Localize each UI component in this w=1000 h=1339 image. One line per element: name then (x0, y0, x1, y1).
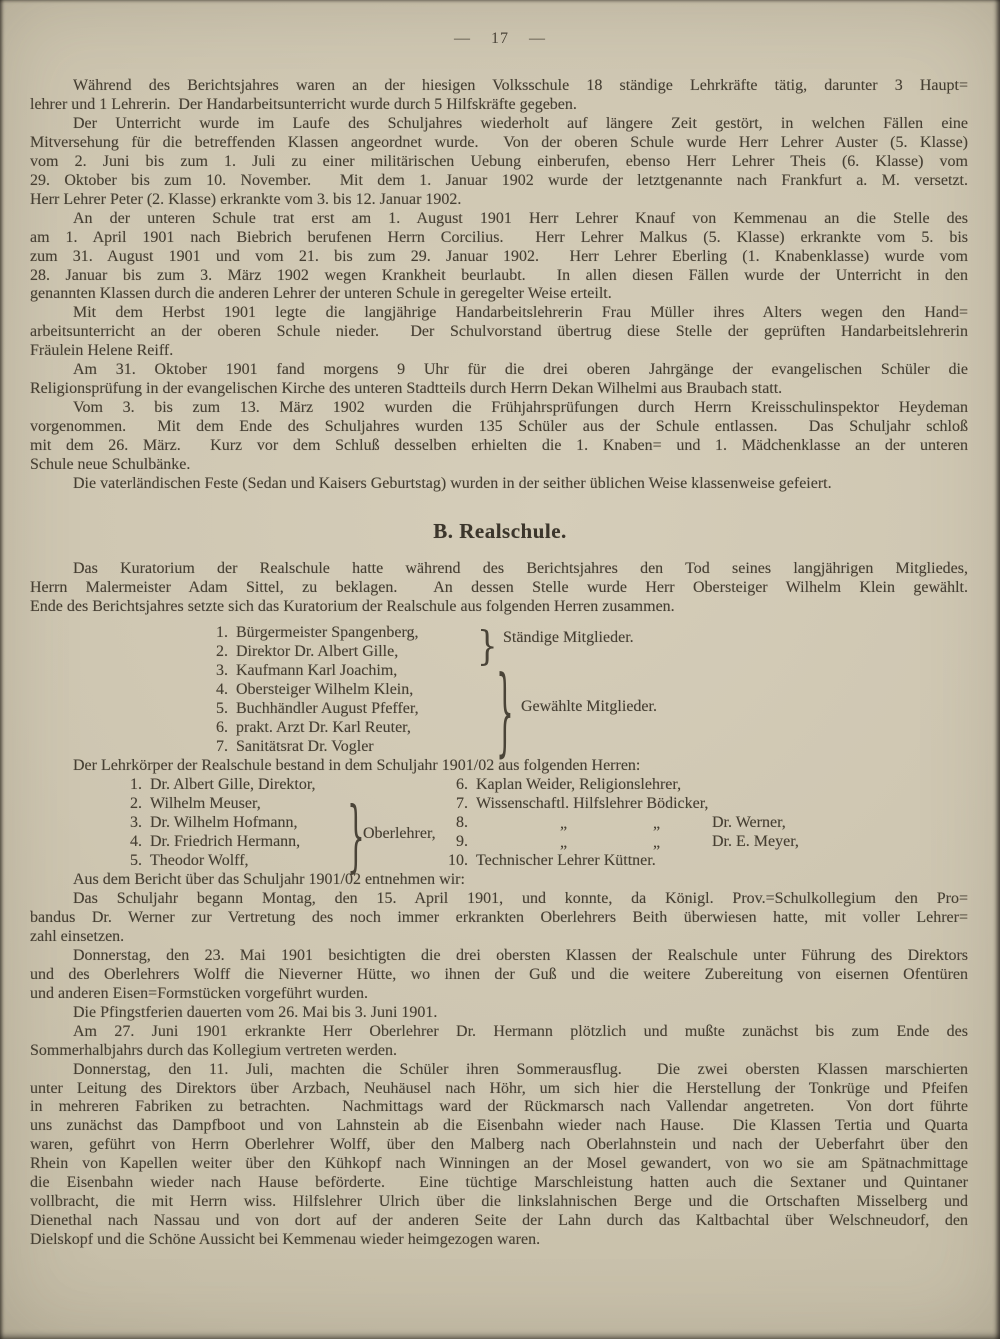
text-line: Rhein von Kapellen weiter über den Kühkopf nach Winningen an der Mosel gewandert, von wo sie am Spätnachmittage (30, 1155, 968, 1173)
gewaehlte-mitglieder-label: Gewählte Mitglieder. (521, 698, 657, 715)
brace-icon: } (477, 622, 498, 670)
paragraph (30, 1004, 968, 1023)
list-item-number: 8. (456, 813, 468, 831)
text-line: Der Lehrkörper der Realschule bestand in dem Schuljahr 1901/02 aus folgenden Herren: (73, 757, 641, 774)
list-item (204, 700, 504, 719)
list-item (438, 852, 858, 871)
text-line: 28. Januar bis zum 3. März 1902 wegen Krankheit beurlaubt. In allen diesen Fällen wurde der Unterricht in den (30, 266, 968, 284)
lehrkoerper-right-column (438, 776, 858, 871)
text-line: arbeitsunterricht an der oberen Schule nieder. Der Schulvorstand übertrug diese Stelle der geprüften Handarbeitslehrerin (30, 323, 968, 341)
list-item (118, 776, 378, 795)
text-line: Am 27. Juni 1901 erkrankte Herr Oberlehrer Dr. Hermann plötzlich und mußte zunächst bis zum Ende des (73, 1022, 968, 1040)
text-line: Die Pfingstferien dauerten vom 26. Mai bis 3. Juni 1901. (73, 1003, 438, 1021)
lehrkoerper-left-column (118, 776, 378, 871)
list-item-text: Obersteiger Wilhelm Klein, (236, 680, 414, 698)
header-dash-right: — (529, 30, 546, 47)
text-line: Aus dem Bericht über das Schuljahr 1901/02 entnehmen wir: (73, 871, 465, 888)
list-item-number: 10. (448, 851, 468, 869)
list-item-number: 3. (216, 661, 228, 679)
text-line: Das Schuljahr begann Montag, den 15. April 1901, und konnte, da Königl. Prov.=Schulkollegium den Pro= (73, 890, 968, 907)
list-item-number: 1. (216, 624, 228, 641)
list-item (118, 852, 378, 871)
text-line: bandus Dr. Werner zur Vertretung des noch immer erkrankten Oberlehrers Beith überwiesen hatte, mit voller Lehrer= (30, 908, 968, 926)
list-item-text: prakt. Arzt Dr. Karl Reuter, (236, 718, 411, 736)
text-line: am 1. April 1901 nach Biebrich berufenen Herrn Corcilius. Herr Lehrer Malkus (5. Klasse) erkrankte vom 5. bis (30, 228, 968, 246)
text-line: die Eisenbahn wieder nach Hause beförderte. Eine tüchtige Marschleistung hatten auch die Sextaner und Quintaner (30, 1174, 968, 1192)
text-line: Religionsprüfung in der evangelischen Kirche des unteren Stadtteils durch Herrn Dekan Wilhelmi aus Braubach statt. (30, 380, 783, 398)
text-line: mit dem 26. März. Kurz vor dem Schluß desselben erhielten die 1. Knaben= und 1. Mädchenklasse an der unteren (30, 437, 968, 455)
paragraph (30, 77, 968, 115)
paragraph (30, 1023, 968, 1061)
ditto-mark: „ (560, 833, 568, 851)
paragraph (30, 475, 968, 494)
paragraph (30, 560, 968, 617)
brace-icon: } (347, 792, 365, 882)
text-line: 29. Oktober bis zum 10. November. Mit dem 1. Januar 1902 wurde der letztgenannte nach Frankfurt a. M. versetzt. (30, 171, 968, 189)
list-item-number: 6. (456, 776, 468, 793)
oberlehrer-label: Oberlehrer, (363, 825, 436, 842)
bericht-lead-line (30, 871, 968, 890)
text-line: Mitversehung für die betreffenden Klassen angeordnet wurde. Von der oberen Schule wurde Herr Lehrer Auster (5. Klasse) (30, 133, 968, 151)
text-line: genannten Klassen durch die anderen Lehrer der unteren Schule in geregelter Weise erteilt. (30, 285, 612, 303)
text-line: vollbracht, die mit Herrn wiss. Hilfslehrer Ulrich über die linkslahnischen Berge und die Ortschaften Misselberg und (30, 1193, 968, 1211)
paragraph (30, 399, 968, 475)
text-line: vom 2. Juni bis zum 1. Juli zu einer militärischen Uebung einberufen, ebenso Herr Lehrer Theis (6. Klasse) vom (30, 152, 968, 170)
paragraph (30, 890, 968, 947)
list-item-text: Technischer Lehrer Küttner. (476, 851, 656, 869)
list-item-number: 3. (130, 813, 142, 831)
list-item (204, 681, 504, 700)
list-item (204, 719, 504, 738)
list-item-number: 5. (216, 699, 228, 717)
kuratorium-list (204, 624, 504, 757)
list-item-text: Theodor Wolff, (150, 851, 249, 869)
ditto-mark: „ (653, 814, 661, 832)
list-item-number: 1. (130, 776, 142, 793)
text-line: Mit dem Herbst 1901 legte die langjährige Handarbeitslehrerin Frau Müller ihres Alters wegen den Hand= (73, 304, 968, 322)
list-item-text: Kaufmann Karl Joachim, (236, 661, 398, 679)
list-item (438, 814, 858, 833)
text-line: An der unteren Schule trat erst am 1. August 1901 Herr Lehrer Knauf von Kemmenau an die Stelle des (73, 209, 968, 227)
realschule-section-heading: B. Realschule. (433, 519, 567, 543)
list-item-number: 7. (216, 737, 228, 755)
text-line: Das Kuratorium der Realschule hatte während des Berichtsjahres den Tod seines langjährigen Mitgliedes, (73, 560, 968, 577)
ditto-mark: „ (560, 814, 568, 832)
list-item (118, 833, 378, 852)
text-line: lehrer und 1 Lehrerin. Der Handarbeitsunterricht wurde durch 5 Hilfskräfte gegeben. (30, 95, 577, 113)
list-item-text: Wissenschaftl. Hilfslehrer Bödicker, (476, 794, 709, 812)
text-line: Herrn Malermeister Adam Sittel, zu beklagen. An dessen Stelle wurde Herr Obersteiger Wilhelm Klein gewählt. (30, 578, 968, 596)
paragraph (30, 871, 968, 890)
paragraph (30, 115, 968, 210)
text-line: Dielskopf und die Schöne Aussicht bei Kemmenau wieder heimgezogen waren. (30, 1231, 541, 1249)
text-line: unter Leitung des Direktors über Arzbach, Neuhäusel nach Höhr, um sich hier die Herstellung der Tonkrüge und Pfeifen (30, 1079, 968, 1097)
text-line: Fräulein Helene Reiff. (30, 342, 174, 360)
list-item-number: 4. (216, 680, 228, 698)
realschule-report-text (30, 890, 968, 1250)
list-item-number: 9. (456, 832, 468, 850)
list-item-text: Wilhelm Meuser, (150, 794, 261, 812)
lehrkoerper-intro-line (30, 757, 968, 776)
paragraph (30, 757, 968, 776)
text-line: Donnerstag, den 23. Mai 1901 besichtigten die drei obersten Klassen der Realschule unter Führung des Direktors (73, 946, 968, 964)
text-line: Dienethal nach Nassau und von dort auf der anderen Seite der Lahn durch das Kaltbachtal über Welschneudorf, den (30, 1212, 968, 1230)
text-line: zahl einsetzen. (30, 927, 125, 945)
header-dash-left: — (454, 30, 471, 47)
text-line: waren, geführt von Herrn Oberlehrer Wolff, über den Malberg nach Oberlahnstein und nach der Ueberfahrt über den (30, 1136, 968, 1154)
list-item-text: Dr. Friedrich Hermann, (150, 832, 301, 850)
list-item-number: 4. (130, 832, 142, 850)
list-item (438, 776, 858, 795)
list-item-number: 5. (130, 851, 142, 869)
text-line: und anderen Eisen=Formstücken vorgeführt wurden. (30, 984, 368, 1002)
paragraph (30, 1061, 968, 1251)
list-item-text: Kaplan Weider, Religionslehrer, (476, 776, 682, 793)
realschule-intro-text (30, 560, 968, 617)
text-line: und des Oberlehrers Wolff die Nieverner Hütte, wo ihnen der Guß und die weitere Zubereitung von eisernen Ofentüren (30, 965, 968, 983)
volksschule-report-text (30, 77, 968, 494)
list-item-text: Dr. Wilhelm Hofmann, (150, 813, 298, 831)
list-item-number: 2. (216, 642, 228, 660)
text-line: uns zunächst das Dampfboot und von Lahnstein ab die Eisenbahn wieder nach Hause. Die Klassen Tertia und Quarta (30, 1117, 968, 1135)
text-line: zum 31. August 1901 und vom 21. bis zum 29. Januar 1902. Herr Lehrer Eberling (1. Knabenklasse) wurde vom (30, 247, 968, 265)
text-line: Der Unterricht wurde im Laufe des Schuljahres wiederholt auf längere Zeit gestört, in welchen Fällen eine (73, 114, 968, 132)
list-item-text: Dr. Werner, (712, 813, 786, 831)
paragraph (30, 210, 968, 305)
brace-icon: } (496, 657, 514, 769)
list-item-text: Sanitätsrat Dr. Vogler (236, 737, 374, 755)
list-item-number: 7. (456, 794, 468, 812)
text-line: Ende des Berichtsjahres setzte sich das Kuratorium der Realschule aus folgenden Herren zusammen. (30, 597, 675, 615)
list-item-text: Buchhändler August Pfeffer, (236, 699, 419, 717)
list-item (438, 833, 858, 852)
list-item-text: Dr. E. Meyer, (712, 832, 799, 850)
paragraph (30, 361, 968, 399)
paragraph (30, 947, 968, 1004)
text-line: Während des Berichtsjahres waren an der hiesigen Volksschule 18 ständige Lehrkräfte tätig, darunter 3 Haupt= (73, 77, 968, 94)
list-item (204, 624, 504, 643)
text-line: Am 31. Oktober 1901 fand morgens 9 Uhr für die drei oberen Jahrgänge der evangelischen Schüler die (73, 361, 968, 379)
text-line: Donnerstag, den 11. Juli, machten die Schüler ihren Sommerausflug. Die zwei obersten Klassen marschierten (73, 1060, 968, 1078)
text-line: vorgenommen. Mit dem Ende des Schuljahres wurden 135 Schüler aus der Schule entlassen. Das Schuljahr schloß (30, 418, 968, 436)
staendige-mitglieder-label: Ständige Mitglieder. (503, 629, 634, 646)
list-item (118, 814, 378, 833)
text-line: in mehreren Fabriken zu betrachten. Nachmittags ward der Rückmarsch nach Vallendar angetreten. Von dort führte (30, 1098, 968, 1116)
list-item (204, 643, 504, 662)
paragraph (30, 304, 968, 361)
page-number: 17 (491, 30, 509, 47)
text-line: Herr Lehrer Peter (2. Klasse) erkrankte vom 3. bis 12. Januar 1902. (30, 190, 462, 208)
text-line: Sommerhalbjahrs durch das Kollegium vertreten werden. (30, 1041, 397, 1059)
text-line: Die vaterländischen Feste (Sedan und Kaisers Geburtstag) wurden in der seither üblichen Weise klassenweise gefeiert. (73, 475, 832, 493)
text-line: Vom 3. bis zum 13. März 1902 wurden die Frühjahrsprüfungen durch Herrn Kreisschulinspektor Heydeman (73, 399, 968, 417)
list-item-text: Bürgermeister Spangenberg, (236, 624, 419, 641)
list-item-text: Direktor Dr. Albert Gille, (236, 642, 399, 660)
page-header (0, 30, 1000, 48)
list-item-text: Dr. Albert Gille, Direktor, (150, 776, 316, 793)
list-item-number: 6. (216, 718, 228, 736)
ditto-mark: „ (653, 833, 661, 851)
list-item-number: 2. (130, 794, 142, 812)
list-item (204, 738, 504, 757)
text-line: Schule neue Schulbänke. (30, 456, 191, 474)
list-item (204, 662, 504, 681)
list-item (118, 795, 378, 814)
list-item (438, 795, 858, 814)
